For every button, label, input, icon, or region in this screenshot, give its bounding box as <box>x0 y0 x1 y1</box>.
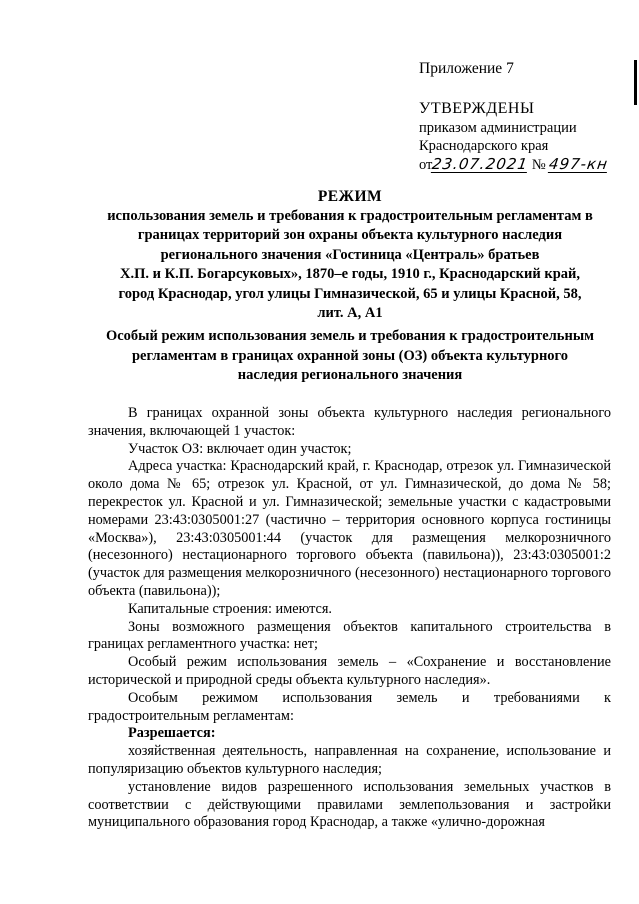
paragraph: Зоны возможного размещения объектов капитального строительства в границах регламентного участка: нет; <box>88 618 611 653</box>
document-title <box>90 187 610 324</box>
paragraph: Особым режимом использования земель и требованиями к градостроительным регламентам: <box>88 689 611 724</box>
paragraph: Адреса участка: Краснодарский край, г. Краснодар, отрезок ул. Гимназической около дома № 65; отрезок ул. Красной, от ул. Гимназической, до дома № 58; перекресток ул. Красной и ул. Гимназической; земельные участки с кадастровыми номерами 23:43:0305001:27 (частично – территория основного корпуса гостиницы «Москва»), 23:43:0305001:44 (участок для размещения мелкорозничного (несезонного) нестационарного торгового объекта (павильона)), 23:43:0305001:2 (участок для размещения мелкорозничного (несезонного) нестационарного торгового объекта (павильона)); <box>88 458 611 599</box>
title-line: регионального значения «Гостиница «Централь» братьев <box>160 246 540 263</box>
handwritten-number: 497-кн <box>548 155 610 173</box>
approved-line-1: приказом администрации <box>419 120 577 136</box>
paragraph: Капитальные строения: имеются. <box>128 600 332 617</box>
scan-edge-mark <box>634 60 637 105</box>
paragraph: хозяйственная деятельность, направленная на сохранение, использование и популяризацию объектов культурного наследия; <box>88 743 611 777</box>
title-main: РЕЖИМ <box>317 188 383 205</box>
appendix-label: Приложение 7 <box>419 60 514 77</box>
approved-title: УТВЕРЖДЕНЫ <box>419 100 535 117</box>
paragraph: В границах охранной зоны объекта культурного наследия регионального значения, включающей 1 участок: <box>88 405 611 439</box>
title-line: использования земель и требования к градостроительным регламентам в <box>107 207 593 224</box>
section-heading <box>88 327 612 386</box>
approval-block <box>419 99 634 177</box>
allowed-heading: Разрешается: <box>128 725 216 742</box>
paragraph: Участок ОЗ: включает один участок; <box>128 440 352 457</box>
title-line: город Краснодар, угол улицы Гимназической, 65 и улицы Красной, 58, <box>118 285 582 302</box>
date-prefix: от <box>419 157 433 173</box>
paragraph: установление видов разрешенного использования земельных участков в соответствии с действующими правилами землепользования и застройки муниципального образования город Краснодар, а также «улично-дорожная <box>88 778 611 831</box>
number-prefix: № <box>531 157 546 173</box>
approved-line-2: Краснодарского края <box>419 138 549 154</box>
paragraph: Особый режим использования земель – «Сохранение и восстановление исторической и природной среды объекта культурного наследия». <box>88 654 611 688</box>
approval-date-number <box>419 155 634 177</box>
document-body <box>88 405 611 832</box>
handwritten-date: 23.07.2021 <box>431 155 530 173</box>
subtitle-line: регламентам в границах охранной зоны (ОЗ) объекта культурного <box>131 347 569 364</box>
title-line: лит. А, А1 <box>317 305 383 321</box>
title-line: Х.П. и К.П. Богарсуковых», 1870–е годы, 1910 г., Краснодарский край, <box>119 266 581 282</box>
subtitle-line: наследия регионального значения <box>237 367 463 383</box>
title-line: границах территорий зон охраны объекта культурного наследия <box>137 227 563 243</box>
subtitle-line: Особый режим использования земель и требования к градостроительным <box>105 328 595 344</box>
